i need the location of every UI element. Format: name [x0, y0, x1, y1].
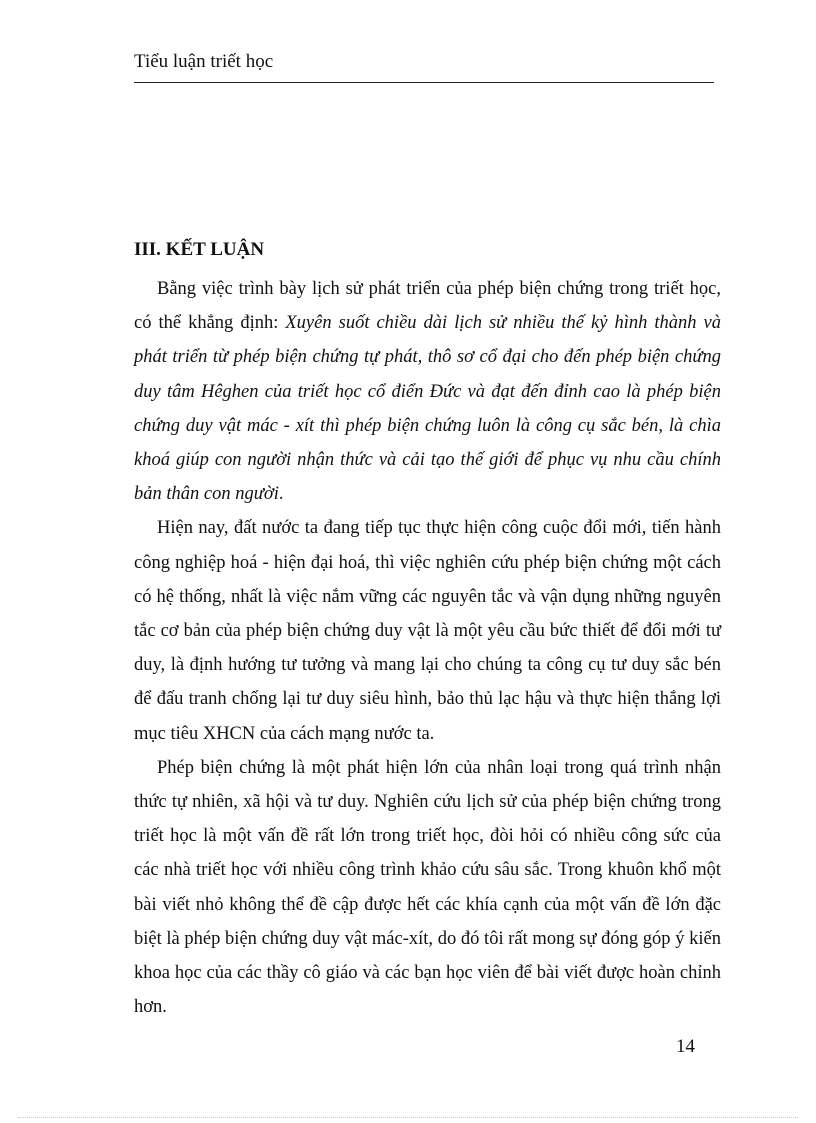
section-heading: III. KẾT LUẬN [134, 239, 265, 260]
paragraph-conclusion-2: Hiện nay, đất nước ta đang tiếp tục thực hiện công cuộc đổi mới, tiến hành công nghiệp hoá - hiện đại hoá, thì việc nghiên cứu phép biện chứng một cách có hệ thống, nhất là việc nắm vững các nguyên tắc và vận dụng những nguyên tắc cơ bản của phép biện chứng duy vật là một yêu cầu bức thiết để đổi mới tư duy, là định hướng tư tưởng và mang lại cho chúng ta công cụ tư duy sắc bén để đấu tranh chống lại tư duy siêu hình, bảo thủ lạc hậu và thực hiện thắng lợi mục tiêu XHCN của cách mạng nước ta. [134, 518, 721, 744]
paragraph-1-italic-statement: Xuyên suốt chiều dài lịch sử nhiều thế kỷ hình thành và phát triển từ phép biện chứng tự phát, thô sơ cổ đại cho đến phép biện chứng duy tâm Hêghen của triết học cổ điển Đức và đạt đến đỉnh cao là phép biện chứng duy vật mác - xít thì phép biện chứng luôn là công cụ sắc bén, là chìa khoá giúp con người nhận thức và cải tạo thế giới để phục vụ nhu cầu chính bản thân con người [134, 313, 721, 505]
paragraph-conclusion-3: Phép biện chứng là một phát hiện lớn của nhân loại trong quá trình nhận thức tự nhiên, xã hội và tư duy. Nghiên cứu lịch sử của phép biện chứng trong triết học là một vấn đề rất lớn trong triết học, đòi hỏi có nhiều công sức của các nhà triết học với nhiều công trình khảo cứu sâu sắc. Trong khuôn khổ một bài viết nhỏ không thể đề cập được hết các khía cạnh của một vấn đề lớn đặc biệt là phép biện chứng duy vật mác-xít, do đó tôi rất mong sự đóng góp ý kiến khoa học của các thầy cô giáo và các bạn học viên để bài viết được hoàn chỉnh hơn. [134, 757, 721, 1018]
body-text [134, 272, 721, 1024]
page-number: 14 [676, 1036, 695, 1057]
paragraph-1-end: . [278, 484, 284, 505]
paragraph-conclusion-1 [134, 272, 721, 511]
header-divider [134, 82, 714, 83]
page-bottom-border [18, 1117, 798, 1118]
running-header-title: Tiểu luận triết học [134, 51, 274, 72]
paragraph-1-intro: Bằng việc trình bày lịch sử phát triển của phép biện chứng trong triết học, có thể khẳng định: [134, 279, 721, 334]
